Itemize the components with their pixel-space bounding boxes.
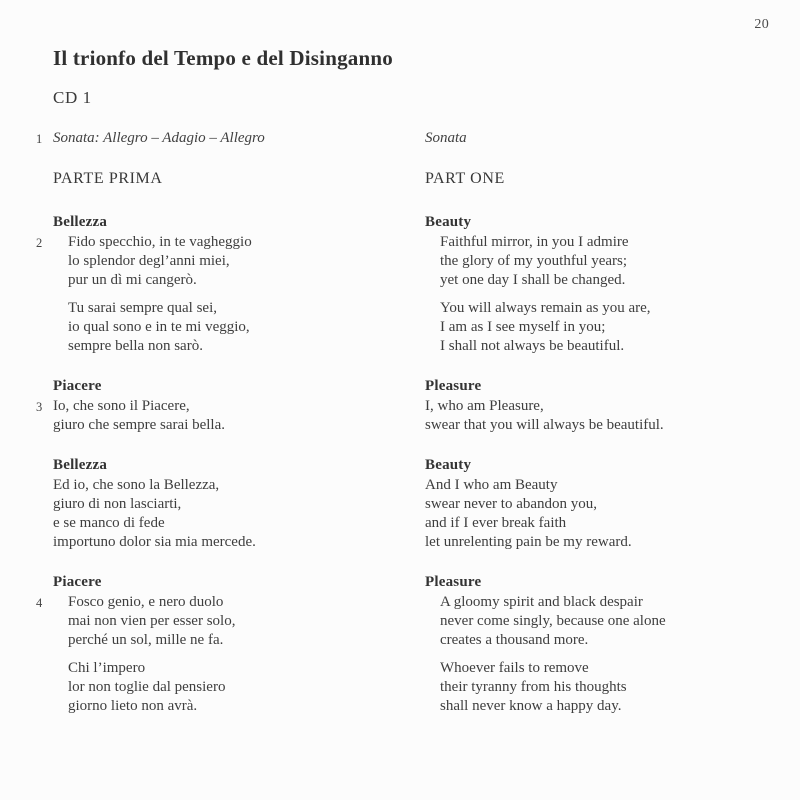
verses-english — [425, 233, 800, 356]
verse-line-italian: lor non toglie dal pensiero — [68, 679, 226, 695]
verse-line-english: You will always remain as you are, — [440, 300, 651, 316]
row — [0, 572, 800, 593]
row — [0, 397, 800, 435]
verse-line-english: the glory of my youthful years; — [440, 253, 628, 269]
libretto-sections — [0, 129, 800, 736]
verses-italian — [53, 233, 425, 356]
page-number: 20 — [754, 17, 769, 32]
stanza-english — [425, 593, 800, 650]
track-number: 1 — [36, 132, 43, 146]
verse-line-italian: Io, che sono il Piacere, — [53, 398, 190, 414]
gutter — [0, 169, 53, 170]
page-title: Il trionfo del Tempo e del Disinganno — [53, 46, 393, 70]
speaker-name-italian: Bellezza — [53, 214, 108, 230]
verse-line-english: swear that you will always be beautiful. — [425, 417, 664, 433]
row — [0, 593, 800, 716]
verses-italian — [53, 397, 425, 435]
part-heading-row — [0, 169, 800, 189]
verse-line-english: let unrelenting pain be my reward. — [425, 534, 632, 550]
part-heading-italian: PARTE PRIMA — [53, 170, 163, 187]
track-line-row — [0, 129, 800, 149]
verse-line-english: I am as I see myself in you; — [440, 319, 606, 335]
verse-line-english: Faithful mirror, in you I admire — [440, 234, 629, 250]
verse-line-english: shall never know a happy day. — [440, 698, 622, 714]
verses-italian — [53, 593, 425, 716]
verses-english — [425, 593, 800, 716]
stanza-italian — [53, 397, 425, 435]
stanza-english — [425, 659, 800, 716]
verse-line-italian: sempre bella non sarò. — [68, 338, 203, 354]
stanza-italian — [53, 233, 425, 290]
part-heading-english: PART ONE — [425, 170, 505, 187]
verse-line-italian: pur un dì mi cangerò. — [68, 272, 197, 288]
speaker-name-english: Beauty — [425, 457, 472, 473]
gutter — [0, 455, 53, 456]
stanza-english — [425, 299, 800, 356]
row — [0, 455, 800, 476]
verse-line-italian: giuro che sempre sarai bella. — [53, 417, 226, 433]
track-number: 3 — [36, 400, 43, 414]
verse-line-italian: Fido specchio, in te vagheggio — [68, 234, 252, 250]
row — [0, 233, 800, 356]
verse-line-english: yet one day I shall be changed. — [440, 272, 626, 288]
gutter — [0, 572, 53, 573]
stanza-italian — [53, 659, 425, 716]
row — [0, 212, 800, 233]
verse-line-italian: giuro di non lasciarti, — [53, 496, 182, 512]
libretto-section — [0, 212, 800, 356]
speaker-name-italian: Piacere — [53, 378, 102, 394]
stanza-english — [425, 233, 800, 290]
verse-line-italian: importuno dolor sia mia mercede. — [53, 534, 256, 550]
speaker-name-english: Beauty — [425, 214, 472, 230]
verse-line-english: never come singly, because one alone — [440, 613, 666, 629]
track-title-italian: Sonata: Allegro – Adagio – Allegro — [53, 130, 265, 146]
verses-italian — [53, 476, 425, 552]
libretto-section — [0, 455, 800, 552]
stanza-english — [425, 397, 800, 435]
stanza-italian — [53, 299, 425, 356]
verses-english — [425, 397, 800, 435]
gutter — [0, 376, 53, 377]
verse-line-italian: lo splendor degl’anni miei, — [68, 253, 230, 269]
speaker-name-english: Pleasure — [425, 574, 482, 590]
verse-line-english: swear never to abandon you, — [425, 496, 598, 512]
libretto-section — [0, 572, 800, 716]
verse-line-italian: e se manco di fede — [53, 515, 165, 531]
row — [0, 376, 800, 397]
verse-line-italian: Tu sarai sempre qual sei, — [68, 300, 218, 316]
verse-line-english: I, who am Pleasure, — [425, 398, 544, 414]
verse-line-italian: io qual sono e in te mi veggio, — [68, 319, 250, 335]
verse-line-italian: Fosco genio, e nero duolo — [68, 594, 224, 610]
verse-line-english: Whoever fails to remove — [440, 660, 589, 676]
verse-line-italian: giorno lieto non avrà. — [68, 698, 198, 714]
track-number: 4 — [36, 596, 43, 610]
track-title-english: Sonata — [425, 130, 467, 146]
verse-line-italian: mai non vien per esser solo, — [68, 613, 236, 629]
speaker-name-italian: Bellezza — [53, 457, 108, 473]
libretto-section — [0, 376, 800, 435]
stanza-italian — [53, 593, 425, 650]
verse-line-english: A gloomy spirit and black despair — [440, 594, 643, 610]
verse-line-english: and if I ever break faith — [425, 515, 567, 531]
verse-line-english: And I who am Beauty — [425, 477, 558, 493]
gutter — [0, 212, 53, 213]
verse-line-english: I shall not always be beautiful. — [440, 338, 625, 354]
track-number: 2 — [36, 236, 43, 250]
cd-label: CD 1 — [53, 88, 92, 107]
stanza-italian — [53, 476, 425, 552]
verse-line-italian: Chi l’impero — [68, 660, 146, 676]
speaker-name-italian: Piacere — [53, 574, 102, 590]
speaker-name-english: Pleasure — [425, 378, 482, 394]
verse-line-italian: Ed io, che sono la Bellezza, — [53, 477, 220, 493]
verse-line-english: creates a thousand more. — [440, 632, 589, 648]
verse-line-italian: perché un sol, mille ne fa. — [68, 632, 224, 648]
verses-english — [425, 476, 800, 552]
verse-line-english: their tyranny from his thoughts — [440, 679, 627, 695]
stanza-english — [425, 476, 800, 552]
row — [0, 476, 800, 552]
track-number — [0, 476, 53, 477]
